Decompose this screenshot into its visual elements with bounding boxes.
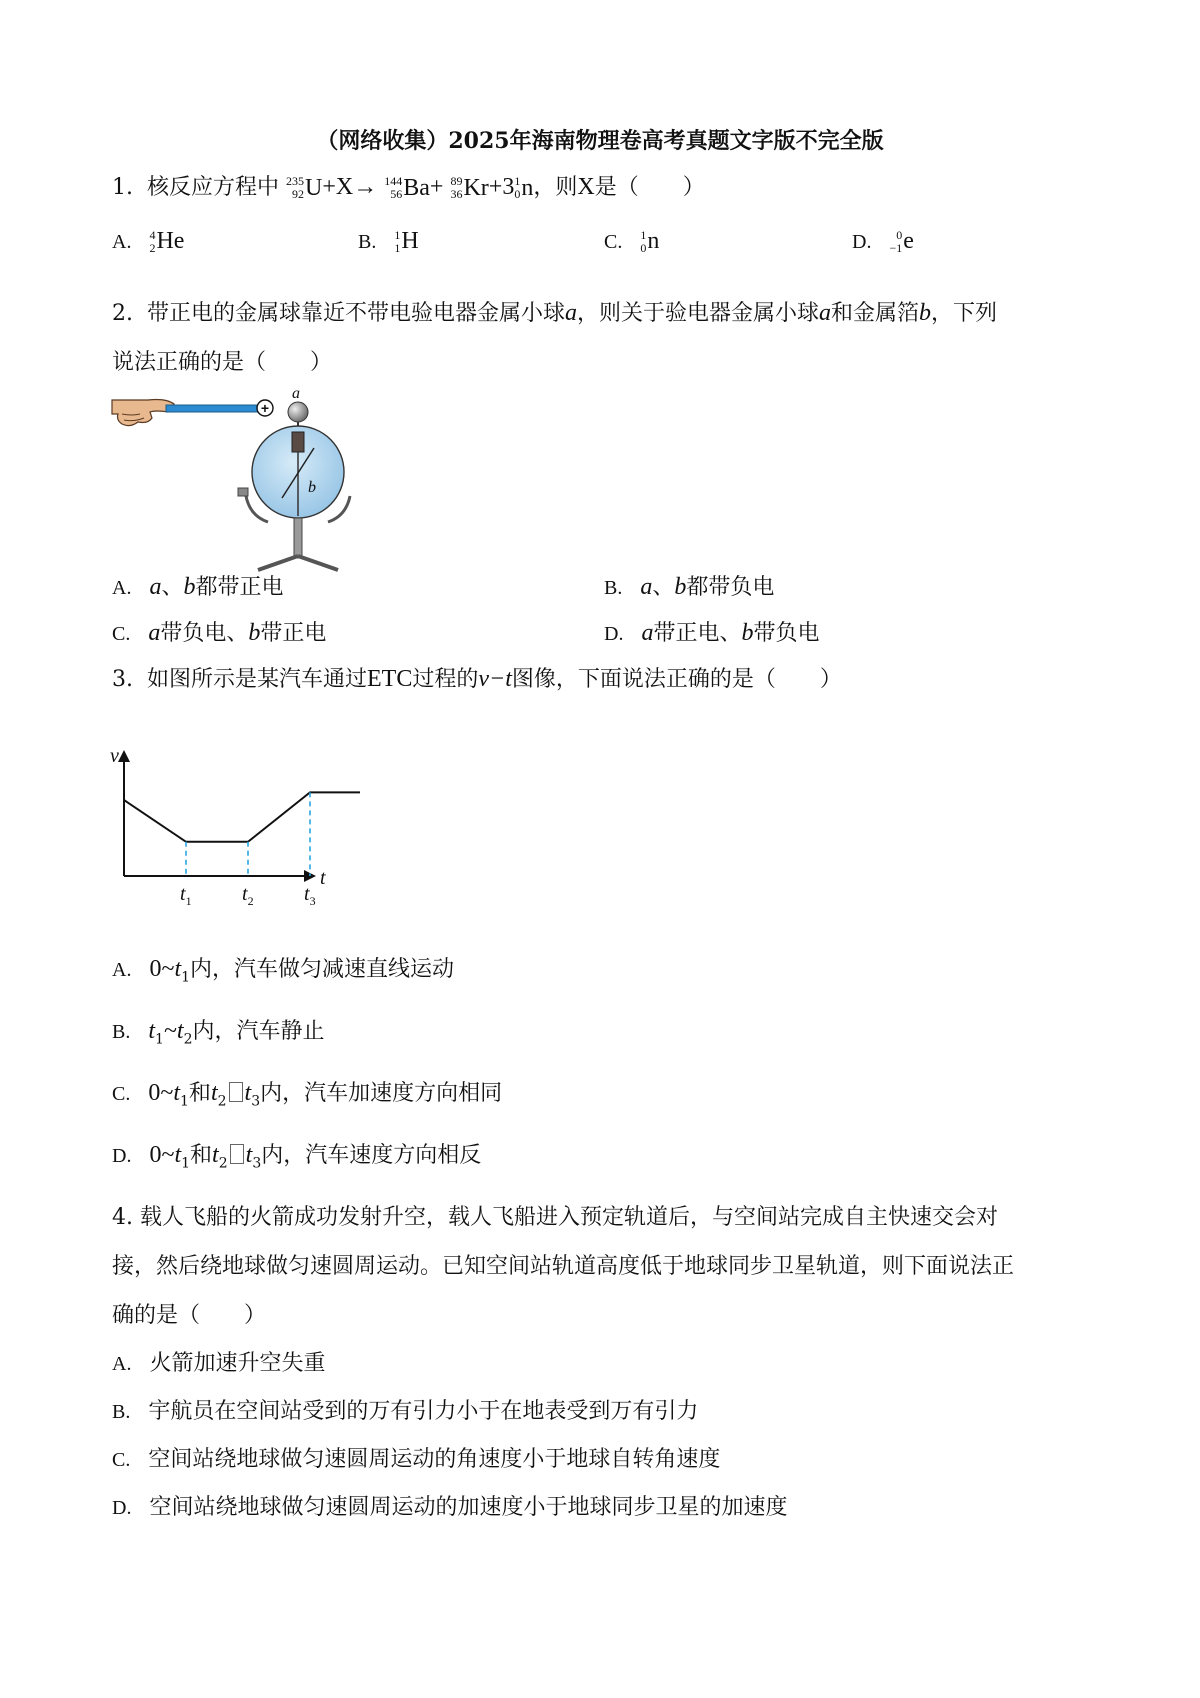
q4-stem-line1: 4. 载人飞船的火箭成功发射升空，载人飞船进入预定轨道后，与空间站完成自主快速交会对 [112, 1205, 999, 1230]
stand-feet [258, 556, 338, 570]
q3-option-c[interactable]: C. $0\sim t_1$和$t_2$ $t_3$内，汽车加速度方向相同 [112, 1080, 503, 1110]
x-axis-label: t [320, 867, 326, 889]
neutron-nuclide: 1 0 n [514, 174, 534, 201]
q2-stem-line1: 2. 带正电的金属球靠近不带电验电器金属小球a，则关于验电器金属小球a和金属箔b，下列 [112, 300, 998, 326]
q2-option-d[interactable]: D. a带正电、b带负电 [604, 620, 820, 646]
q4-option-d[interactable]: D. 空间站绕地球做匀速圆周运动的加速度小于地球同步卫星的加速度 [112, 1495, 788, 1520]
q1-option-b[interactable]: B. 1 1 H [358, 227, 419, 255]
q2-option-c[interactable]: C. a带负电、b带正电 [112, 620, 327, 646]
q3-option-a[interactable]: A. $0\sim t_1$内，汽车做匀减速直线运动 [112, 956, 455, 986]
q1-number: 1. [112, 175, 133, 200]
label-a: a [292, 388, 300, 402]
q1-option-d[interactable]: D. 0 −1 e [852, 227, 914, 255]
stand-post [294, 518, 302, 558]
q2-option-a[interactable]: A. a、b都带正电 [112, 574, 284, 600]
svg-text:+: + [260, 400, 270, 416]
charged-rod [166, 405, 258, 412]
metal-ball-a [288, 402, 308, 422]
q4-option-c[interactable]: C. 空间站绕地球做匀速圆周运动的角速度小于地球自转角速度 [112, 1447, 721, 1472]
label-b: b [308, 479, 316, 496]
q2-stem-line2: 说法正确的是（ ） [112, 350, 333, 375]
q4-stem-line3: 确的是（ ） [112, 1303, 267, 1328]
page-title: （网络收集）2025年海南物理卷高考真题文字版不完全版 [316, 128, 884, 154]
uranium-nuclide: 235 92 U [286, 174, 323, 201]
q4-option-a[interactable]: A. 火箭加速升空失重 [112, 1351, 326, 1376]
tick-label-t1: $t_1$ [180, 883, 192, 908]
q3-stem: 3. 如图所示是某汽车通过ETC过程的v−t图像，下面说法正确的是（ ） [112, 666, 842, 692]
q2-number: 2. [112, 301, 133, 326]
missing-glyph-box [229, 1082, 243, 1102]
q1-option-c[interactable]: C. 1 0 n [604, 227, 660, 255]
y-axis-arrow [118, 750, 130, 762]
tick-label-t2: $t_2$ [242, 883, 254, 908]
q3-option-b[interactable]: B. $t_1\sim t_2$内，汽车静止 [112, 1018, 325, 1048]
hand-icon [112, 400, 174, 426]
q4-option-b[interactable]: B. 宇航员在空间站受到的万有引力小于在地表受到万有引力 [112, 1399, 699, 1424]
q4-number: 4. [112, 1205, 133, 1230]
stand-knob [238, 488, 248, 496]
vt-series-line [124, 792, 360, 841]
q1-option-a[interactable]: A. 4 2 He [112, 227, 185, 255]
tick-label-t3: $t_3$ [304, 883, 316, 908]
q3-number: 3. [112, 667, 133, 692]
q4-stem-line2: 接，然后绕地球做匀速圆周运动。已知空间站轨道高度低于地球同步卫星轨道，则下面说法正 [112, 1254, 1015, 1279]
krypton-nuclide: 89 36 Kr [450, 174, 489, 201]
q2-option-b[interactable]: B. a、b都带负电 [604, 574, 775, 600]
electroscope-figure [108, 388, 368, 588]
y-axis-label: v [110, 748, 119, 767]
insulator-plug [292, 432, 304, 452]
vt-chart [110, 748, 360, 928]
barium-nuclide: 144 56 Ba [384, 174, 430, 201]
q1-stem: 1. 核反应方程中 235 92 U+X→ 144 56 Ba+ 89 36 Kr+3 1 0 n，则X是（ ） [112, 174, 705, 201]
missing-glyph-box [230, 1144, 244, 1164]
positive-ball [257, 400, 273, 416]
q3-option-d[interactable]: D. $0\sim t_1$和$t_2$ $t_3$内，汽车速度方向相反 [112, 1142, 482, 1172]
